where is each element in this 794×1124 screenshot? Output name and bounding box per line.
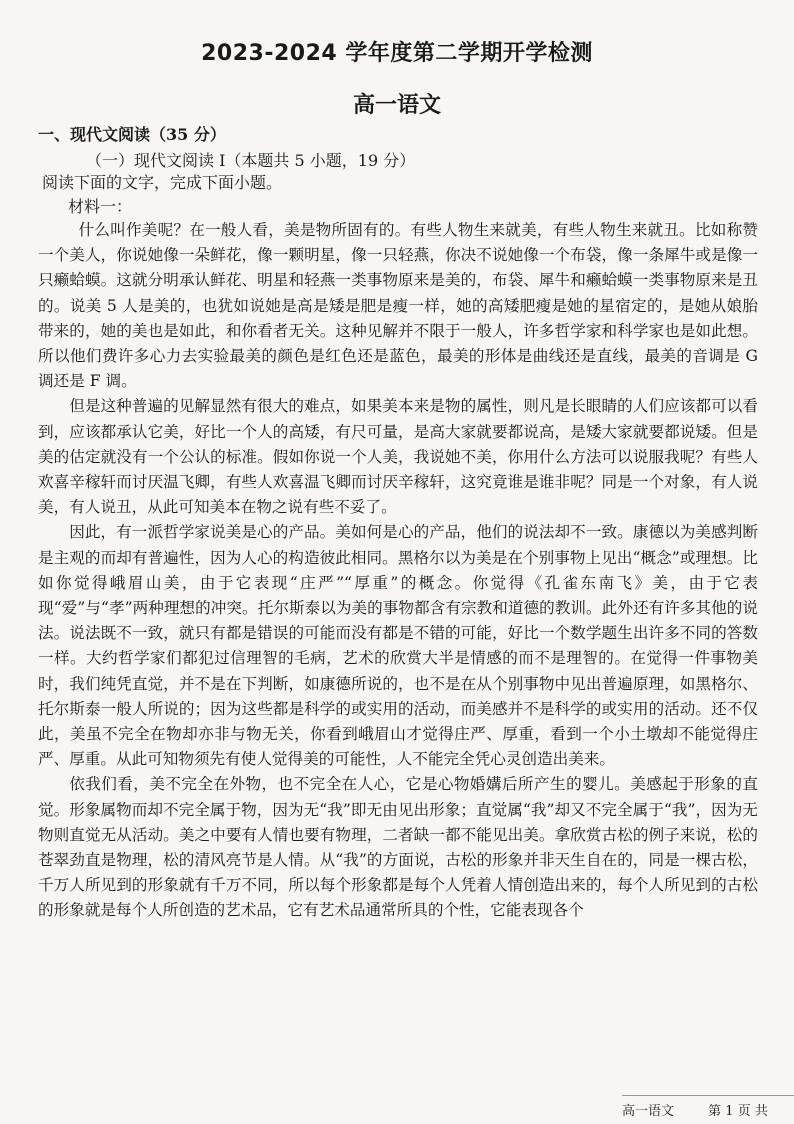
- footer-page-number: 第 1 页 共: [708, 1104, 768, 1119]
- passage-paragraph: 依我们看，美不完全在外物，也不完全在人心，它是心物婚媾后所产生的婴儿。美感起于形象的直觉。形象属物而却不完全属于物，因为无“我”即无由见出形象；直觉属“我”却又不完全属于“我”，因为无物则直觉无从活动。美之中要有人情也要有物理，二者缺一都不能见出美。拿欣赏古松的例子来说，松的苍翠劲直是物理，松的清风亮节是人情。从“我”的方面说，古松的形象并非天生自在的，同是一棵古松，千万人所见到的形象就有千万不同，所以每个形象都是每个人凭着人情创造出来的，每个人所见到的古松的形象就是每个人所创造的艺术品，它有艺术品通常所具的个性，它能表现各个: [38, 775, 758, 920]
- page-footer: [622, 1095, 794, 1119]
- subsection-heading: （一）现代文阅读 I（本题共 5 小题，19 分）: [86, 151, 416, 170]
- footer-course: 高一语文: [622, 1104, 675, 1119]
- passage-paragraph: 但是这种普遍的见解显然有很大的难点，如果美本来是物的属性，则凡是长眼睛的人们应该都可以看到，应该都承认它美，好比一个人的高矮，有尺可量，是高大家就要都说高，是矮大家就要都说矮。但是美的估定就没有一个公认的标准。假如你说一个人美，我说她不美，你用什么方法可以说服我呢？有些人欢喜辛稼轩而讨厌温飞卿，有些人欢喜温飞卿而讨厌辛稼轩，这究竟谁是谁非呢？同是一个对象，有人说美，有人说丑，从此可知美本在物之说有些不妥了。: [38, 397, 758, 517]
- passage-paragraph: 因此，有一派哲学家说美是心的产品。美如何是心的产品，他们的说法却不一致。康德以为美感判断是主观的而却有普遍性，因为人心的构造彼此相同。黑格尔以为美是在个别事物上见出“概念”或理想。比如你觉得峨眉山美，由于它表现“庄严”“厚重”的概念。你觉得《孔雀东南飞》美，由于它表现“爱”与“孝”两种理想的冲突。托尔斯泰以为美的事物都含有宗教和道德的教训。此外还有许多其他的说法。说法既不一致，就只有都是错误的可能而没有都是不错的可能，好比一个数学题生出许多不同的答数一样。大约哲学家们都犯过信理智的毛病，艺术的欣赏大半是情感的而不是理智的。在觉得一件事物美时，我们纯凭直觉，并不是在下判断，如康德所说的，也不是在从个别事物中见出普遍原理，如黑格尔、托尔斯泰一般人所说的；因为这些都是科学的或实用的活动，而美感并不是科学的或实用的活动。还不仅此，美虽不完全在物却亦非与物无关，你看到峨眉山才觉得庄严、厚重，看到一个小土墩却不能觉得庄严、厚重。从此可知物须先有使人觉得美的可能性，人不能完全凭心灵创造出美来。: [38, 523, 758, 769]
- section-heading: 一、现代文阅读（35 分）: [38, 125, 226, 144]
- material-label: 材料一：: [68, 197, 133, 216]
- reading-passage: [38, 218, 758, 924]
- passage-paragraph: 什么叫作美呢？在一般人看，美是物所固有的。有些人物生来就美，有些人物生来就丑。比如称赞一个美人，你说她像一朵鲜花，像一颗明星，像一只轻燕，你决不说她像一个布袋，像一条犀牛或是像一只癞蛤蟆。这就分明承认鲜花、明星和轻燕一类事物原来是美的，布袋、犀牛和癞蛤蟆一类事物原来是丑的。说美 5 人是美的，也犹如说她是高是矮是肥是瘦一样，她的高矮肥瘦是她的星宿定的，是她从娘胎带来的，她的美也是如此，和你看者无关。这种见解并不限于一般人，许多哲学家和科学家也是如此想。所以他们费许多心力去实验最美的颜色是红色还是蓝色，最美的形体是曲线还是直线，最美的音调是 G 调还是 F 调。: [38, 221, 758, 391]
- reading-instruction: 阅读下面的文字，完成下面小题。: [42, 173, 283, 192]
- exam-subject: 高一语文: [352, 93, 441, 118]
- exam-title: 2023-2024 学年度第二学期开学检测: [201, 41, 593, 66]
